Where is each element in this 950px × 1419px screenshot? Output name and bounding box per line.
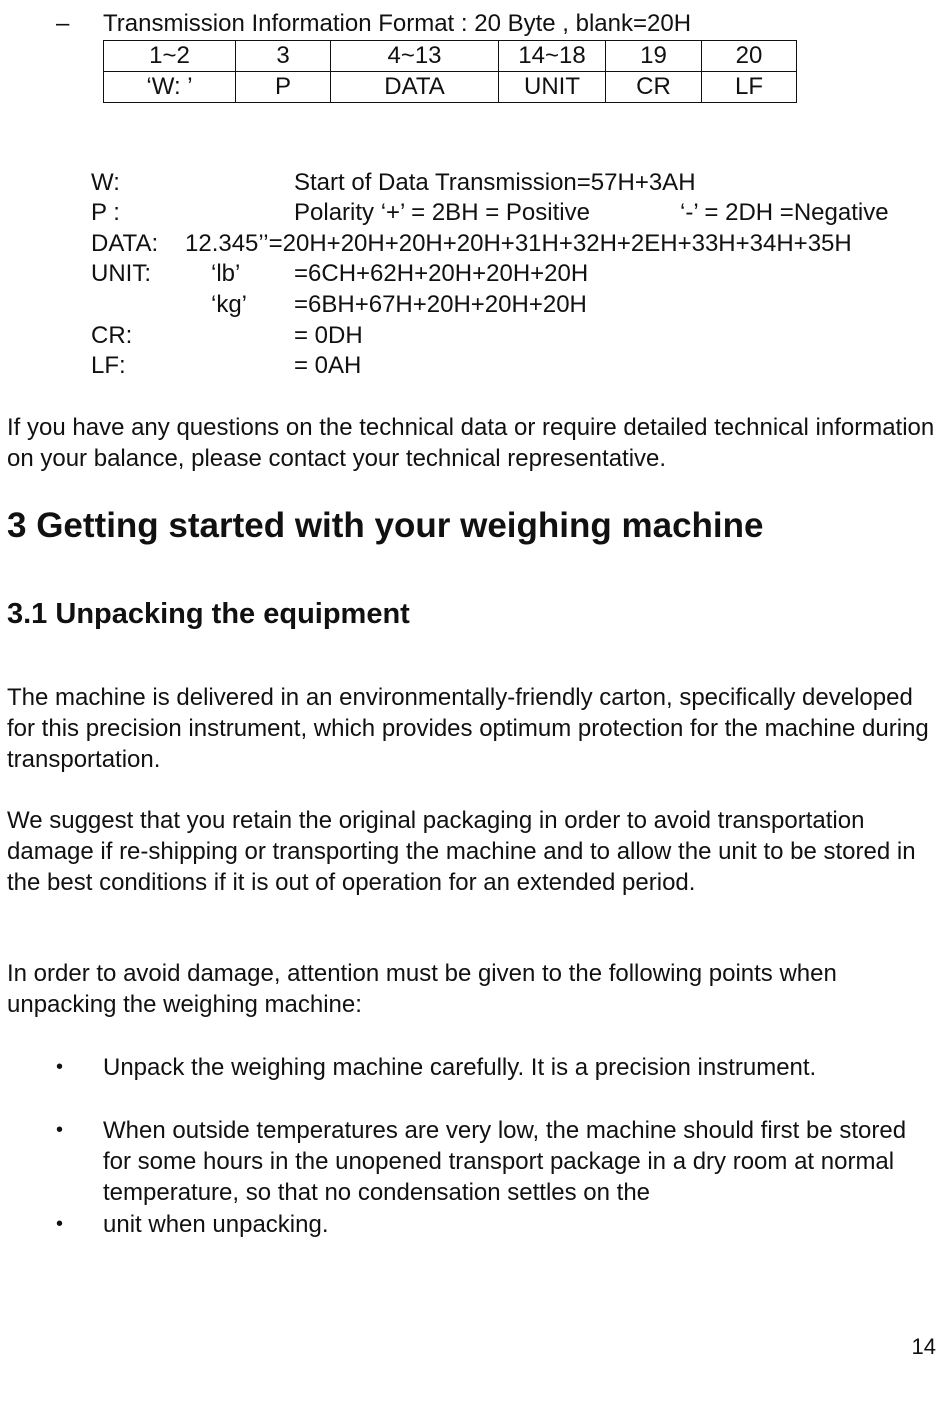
data-label: DATA: xyxy=(91,230,159,257)
table-cell: 3 xyxy=(236,41,331,72)
list-item: Unpack the weighing machine carefully. It is a precision instrument. xyxy=(103,1054,817,1081)
w-label: W: xyxy=(91,169,120,196)
paragraph-attention: In order to avoid damage, attention must be given to the following points when unpacking the weighing machine: xyxy=(7,960,837,1018)
bullet-symbol: • xyxy=(56,1056,64,1078)
table-row xyxy=(104,41,797,72)
lf-label: LF: xyxy=(91,352,126,379)
p-label: P : xyxy=(91,199,120,226)
p-value: Polarity ‘+’ = 2BH = Positive xyxy=(294,199,590,226)
table-cell: 4~13 xyxy=(331,41,499,72)
section-title: 3 Getting started with your weighing machine xyxy=(7,506,764,545)
list-item: unit when unpacking. xyxy=(103,1211,329,1238)
p-negative: ‘-’ = 2DH =Negative xyxy=(680,199,889,226)
cr-label: CR: xyxy=(91,322,133,349)
unit-lb-value: =6CH+62H+20H+20H+20H xyxy=(294,260,589,287)
table-cell: P xyxy=(236,72,331,103)
data-example: 12.345’’=20H+20H+20H+20H+31H+32H+2EH+33H+34H+35H xyxy=(185,230,852,257)
bullet-symbol: • xyxy=(56,1119,64,1141)
unit-kg: ‘kg’ xyxy=(211,291,248,318)
table-cell: UNIT xyxy=(499,72,606,103)
format-title: Transmission Information Format : 20 Byte , blank=20H xyxy=(103,10,692,37)
w-value: Start of Data Transmission=57H+3AH xyxy=(294,169,696,196)
list-item: When outside temperatures are very low, the machine should first be stored for some hours in the unopened transport package in a dry room at normal temperature, so that no condensation settles on the xyxy=(103,1117,907,1206)
table-cell: 20 xyxy=(702,41,797,72)
format-table xyxy=(103,40,797,103)
list-dash: – xyxy=(56,10,70,37)
table-cell: CR xyxy=(606,72,702,103)
table-cell: DATA xyxy=(331,72,499,103)
unit-lb: ‘lb’ xyxy=(211,260,241,287)
cr-value: = 0DH xyxy=(294,322,363,349)
page-number: 14 xyxy=(911,1334,936,1359)
subsection-title: 3.1 Unpacking the equipment xyxy=(7,598,410,630)
table-cell: 1~2 xyxy=(104,41,236,72)
paragraph-delivery: The machine is delivered in an environmentally-friendly carton, specifically developed for this precision instrument, which provides optimum protection for the machine during transportation. xyxy=(7,684,929,773)
table-cell: 14~18 xyxy=(499,41,606,72)
table-cell: LF xyxy=(702,72,797,103)
table-row xyxy=(104,72,797,103)
lf-value: = 0AH xyxy=(294,352,362,379)
unit-kg-value: =6BH+67H+20H+20H+20H xyxy=(294,291,587,318)
contact-paragraph: If you have any questions on the technical data or require detailed technical information on your balance, please contact your technical representative. xyxy=(7,414,935,472)
bullet-symbol: • xyxy=(56,1213,64,1235)
table-cell: ‘W: ’ xyxy=(104,72,236,103)
table-cell: 19 xyxy=(606,41,702,72)
paragraph-packaging: We suggest that you retain the original packaging in order to avoid transportation damage if re-shipping or transporting the machine and to allow the unit to be stored in the best conditions if it is out of operation for an extended period. xyxy=(7,807,916,896)
unit-label: UNIT: xyxy=(91,260,151,287)
